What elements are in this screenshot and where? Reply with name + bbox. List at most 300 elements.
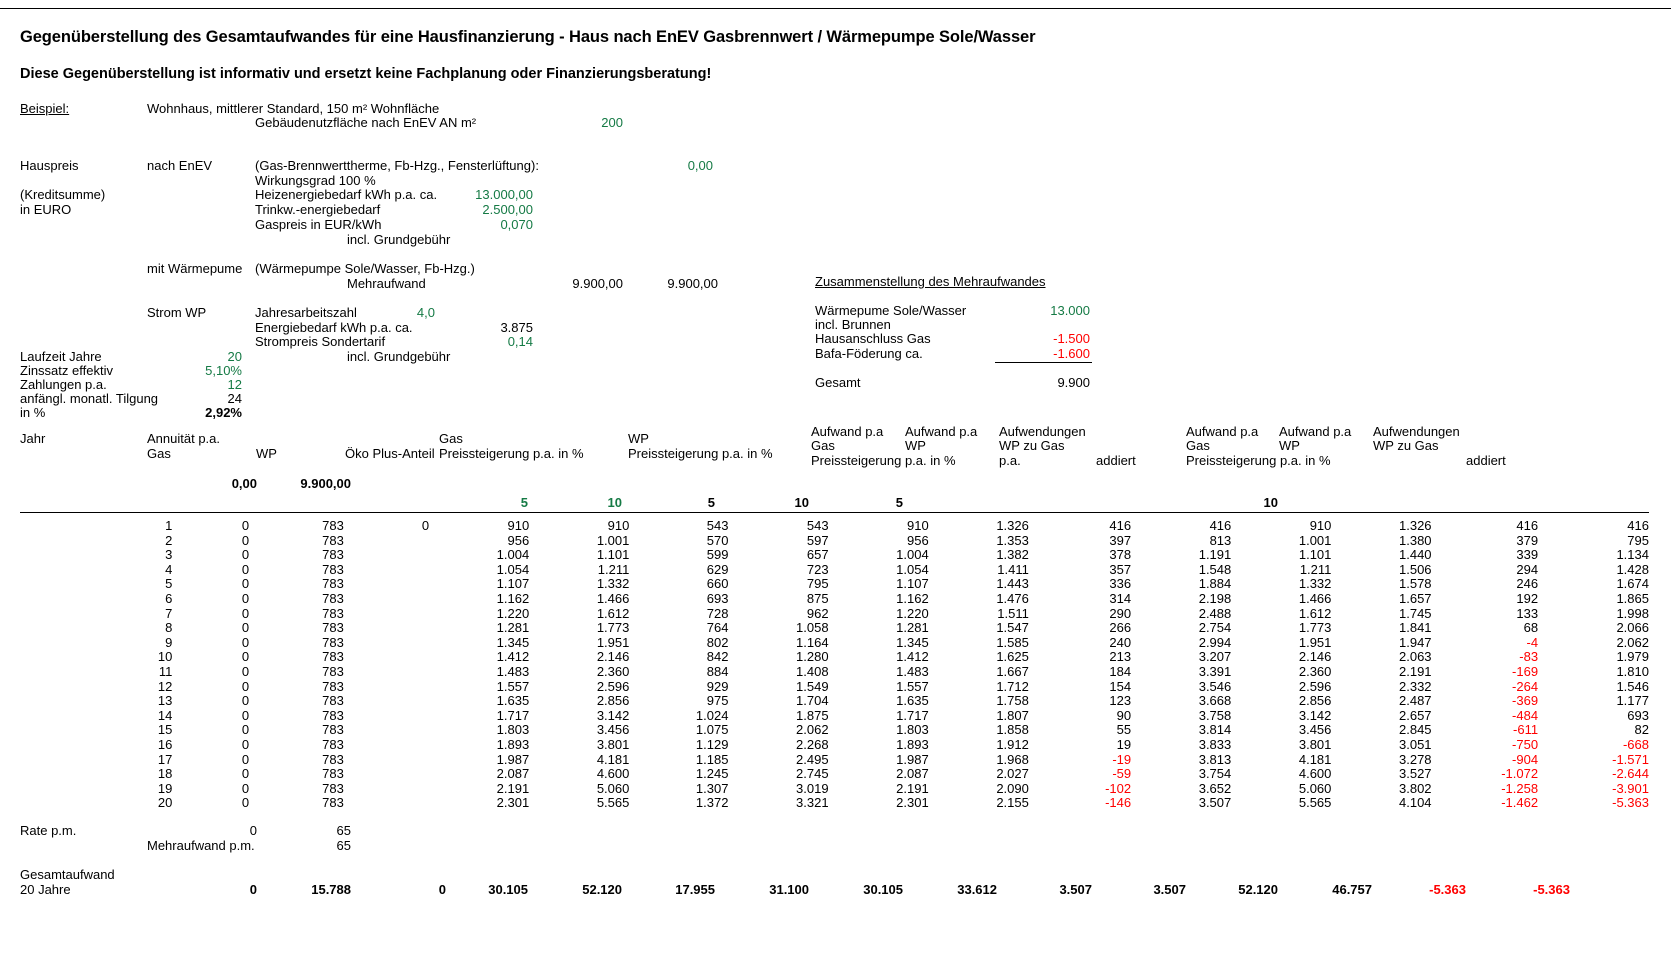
- cell-addiert-10-: 1.810: [1616, 663, 1649, 679]
- cell-wp-preissteigerung-10-: 2.495: [796, 751, 829, 767]
- total-wp-5: 17.955: [675, 882, 715, 897]
- table-row: [20, 519, 1649, 534]
- cell-gas-preissteigerung-10-: 2.596: [596, 678, 630, 694]
- example-line1: Wohnhaus, mittlerer Standard, 150 m² Wohnfläche: [147, 101, 440, 116]
- cell-wp-preissteigerung-10-: 3.019: [796, 780, 829, 796]
- cell-aufwendungen-wp-zu-gas-10-: -369: [1512, 693, 1539, 709]
- cell-annuit-t-wp: 783: [322, 532, 344, 548]
- header-aufwand-5-preissteigerung: Preissteigerung p.a. in %: [811, 453, 956, 468]
- cell-aufwand-p-a-wp-5-: 1.547: [996, 620, 1029, 636]
- cell-aufwendungen-wp-zu-gas-p-a-: 90: [1116, 707, 1132, 723]
- cell--ko-plus-anteil: [344, 694, 429, 709]
- table-row: [20, 796, 1649, 811]
- header-aufwand-gas-5: Aufwand p.a: [811, 424, 884, 439]
- cell-annuit-t-gas: 0: [241, 634, 250, 650]
- cell-aufwendungen-wp-zu-gas-10-: -611: [1513, 722, 1539, 738]
- cell-aufwendungen-wp-zu-gas-p-a-: -102: [1105, 780, 1132, 796]
- cell-wp-preissteigerung-10-: 723: [806, 561, 829, 577]
- cell-gas-preissteigerung-5-: 2.301: [496, 795, 530, 811]
- cell--ko-plus-anteil: [344, 563, 429, 578]
- cell-aufwendungen-wp-zu-gas-10-: 416: [1516, 518, 1539, 533]
- cell-annuit-t-gas: 0: [241, 766, 250, 782]
- zus-waermepumpe-value: 13.000: [1050, 303, 1090, 318]
- cell-aufwendungen-wp-zu-gas-10-: -264: [1512, 678, 1539, 694]
- mehraufwand-pm-label: Mehraufwand p.m.: [147, 838, 255, 853]
- top-border-rule: [0, 8, 1671, 9]
- cell-aufwand-p-a-wp-10-: 2.191: [1399, 663, 1432, 679]
- cell-gas-preissteigerung-5-: 910: [507, 518, 530, 533]
- cell-aufwendungen-wp-zu-gas-p-a-: 266: [1109, 620, 1132, 636]
- cell-wp-preissteigerung-5-: 660: [706, 576, 729, 592]
- cell-gas-preissteigerung-10-: 1.211: [597, 561, 630, 577]
- cell-aufwand-p-a-gas-5-: 1.345: [896, 634, 929, 650]
- header-annuitaet-gas: Gas: [147, 446, 171, 461]
- cell-annuit-t-wp: 783: [322, 620, 344, 636]
- cell-annuit-t-gas: 0: [241, 561, 250, 577]
- cell-aufwendungen-wp-zu-gas-p-a-: -19: [1112, 751, 1132, 767]
- cell-aufwand-p-a-wp-10-: 2.845: [1399, 722, 1432, 738]
- cell-aufwand-p-a-wp-5-: 1.968: [996, 751, 1029, 767]
- cell-wp-preissteigerung-10-: 2.062: [796, 722, 829, 738]
- cell-aufwand-p-a-wp-5-: 1.912: [996, 736, 1029, 752]
- cell-addiert-10-: 1.177: [1616, 693, 1649, 709]
- cell-aufwendungen-wp-zu-gas-p-a-: 213: [1109, 649, 1132, 665]
- cell-gas-preissteigerung-5-: 1.557: [496, 678, 530, 694]
- tilgung-prozent-label: in %: [20, 405, 46, 420]
- cell-annuit-t-gas: 0: [241, 576, 250, 592]
- header-aufwand-wp-10: Aufwand p.a: [1279, 424, 1352, 439]
- strompreis-value: 0,14: [507, 334, 533, 349]
- cell-gas-preissteigerung-5-: 1.412: [496, 649, 530, 665]
- header-oeko-plus: Öko Plus-Anteil: [345, 446, 435, 461]
- cell-aufwand-p-a-gas-5-: 956: [907, 532, 929, 548]
- header-aufwand-gas-10-sub: Gas: [1186, 438, 1210, 453]
- cell--ko-plus-anteil: [344, 548, 429, 563]
- cell-aufwendungen-wp-zu-gas-p-a-: 184: [1109, 663, 1132, 679]
- cell-aufwendungen-wp-zu-gas-10-: -169: [1512, 663, 1539, 679]
- cell-aufwendungen-wp-zu-gas-10-: 379: [1516, 532, 1539, 548]
- header-addiert-10: addiert: [1466, 453, 1506, 468]
- cell-wp-preissteigerung-5-: 842: [706, 649, 729, 665]
- cell-wp-preissteigerung-5-: 543: [706, 518, 729, 533]
- cell-aufwand-p-a-wp-10-: 1.947: [1399, 634, 1432, 650]
- header-addiert-5: addiert: [1096, 453, 1136, 468]
- cell-gas-preissteigerung-10-: 3.801: [596, 736, 630, 752]
- cell-aufwendungen-wp-zu-gas-p-a-: 240: [1109, 634, 1132, 650]
- header-annuitaet: Annuität p.a.: [147, 431, 220, 446]
- cell-aufwand-p-a-wp-5-: 1.443: [996, 576, 1029, 592]
- header-aufwand-wp-5: Aufwand p.a: [905, 424, 978, 439]
- cell-aufwendungen-wp-zu-gas-p-a-: 336: [1109, 576, 1132, 592]
- hauspreis-value: 0,00: [687, 158, 713, 173]
- cell-aufwand-p-a-gas-10-: 1.001: [1298, 532, 1332, 548]
- cell-aufwand-p-a-wp-10-: 3.802: [1399, 780, 1432, 796]
- cell-gas-preissteigerung-10-: 2.146: [596, 649, 630, 665]
- cell-aufwand-p-a-wp-10-: 1.506: [1399, 561, 1432, 577]
- total-addiert-10: -5.363: [1533, 882, 1570, 897]
- trinkwasser-label: Trinkw.-energiebedarf: [255, 202, 381, 217]
- cell-aufwand-p-a-wp-5-: 1.625: [996, 649, 1029, 665]
- kreditsumme-label: (Kreditsumme): [20, 187, 106, 202]
- cell-gas-preissteigerung-10-: 3.142: [596, 707, 630, 723]
- cell-annuit-t-gas: 0: [241, 620, 250, 636]
- laufzeit-label: Laufzeit Jahre: [20, 349, 102, 364]
- page-title: Gegenüberstellung des Gesamtaufwandes für eine Hausfinanzierung - Haus nach EnEV Gasbrennwert / Wärmepumpe Sole/Wasser: [20, 28, 1036, 46]
- cell-aufwand-p-a-gas-10-: 3.801: [1298, 736, 1332, 752]
- rate-pm-gas: 0: [249, 823, 257, 838]
- cell-aufwendungen-wp-zu-gas-p-a-: 55: [1116, 722, 1132, 738]
- gesamtaufwand-label: Gesamtaufwand: [20, 867, 115, 882]
- cell-aufwand-p-a-wp-10-: 3.278: [1399, 751, 1432, 767]
- cell-aufwand-p-a-wp-5-: 1.758: [996, 693, 1029, 709]
- cell--ko-plus-anteil: [344, 738, 429, 753]
- total-addiert-5: 3.507: [1153, 882, 1186, 897]
- cell-annuit-t-wp: 783: [322, 736, 344, 752]
- example-label: Beispiel:: [20, 101, 70, 116]
- total-gas-10: 52.120: [582, 882, 622, 897]
- cell-annuit-t-wp: 783: [322, 693, 344, 709]
- cell-aufwand-p-a-gas-5-: 1.893: [896, 736, 929, 752]
- cell-addiert: 3.507: [1198, 795, 1232, 811]
- table-body: [20, 519, 1649, 811]
- cell-gas-preissteigerung-10-: 2.856: [596, 693, 630, 709]
- cell-aufwand-p-a-gas-10-: 1.773: [1298, 620, 1332, 636]
- nach-enev-label: nach EnEV: [147, 158, 213, 173]
- cell-aufwand-p-a-gas-5-: 1.107: [896, 576, 929, 592]
- cell-annuit-t-gas: 0: [241, 590, 250, 606]
- header-gas-preissteigerung: Preissteigerung p.a. in %: [439, 446, 584, 461]
- cell--ko-plus-anteil: [344, 796, 429, 811]
- cell-addiert-10-: 693: [1627, 707, 1649, 723]
- header-annuitaet-wp: WP: [256, 446, 277, 461]
- cell-gas-preissteigerung-10-: 3.456: [596, 722, 630, 738]
- zinssatz-value: 5,10%: [205, 363, 242, 378]
- yearly-comparison-table: [20, 519, 1649, 811]
- cell-gas-preissteigerung-5-: 1.281: [496, 620, 530, 636]
- cell-addiert: 3.391: [1198, 663, 1232, 679]
- cell-gas-preissteigerung-5-: 1.635: [496, 693, 530, 709]
- mehraufwand-value-2: 9.900,00: [667, 276, 718, 291]
- total-aufwand-wp-10: 46.757: [1332, 882, 1372, 897]
- header-aufwendungen-5-pa: p.a.: [999, 453, 1021, 468]
- cell-wp-preissteigerung-5-: 975: [706, 693, 729, 709]
- cell-annuit-t-gas: 0: [241, 547, 250, 563]
- cell-aufwand-p-a-gas-10-: 4.181: [1298, 751, 1332, 767]
- cell-addiert: 3.833: [1198, 736, 1232, 752]
- cell-aufwand-p-a-wp-10-: 1.841: [1399, 620, 1432, 636]
- cell-addiert: 3.668: [1198, 693, 1232, 709]
- energiebedarf-wp-label: Energiebedarf kWh p.a. ca.: [255, 320, 413, 335]
- cell-aufwendungen-wp-zu-gas-p-a-: 416: [1109, 518, 1132, 533]
- cell-annuit-t-wp: 783: [322, 649, 344, 665]
- zusammenstellung-sum-rule: [995, 362, 1092, 363]
- cell-gas-preissteigerung-5-: 1.107: [496, 576, 530, 592]
- euro-label: in EURO: [20, 202, 72, 217]
- cell-gas-preissteigerung-5-: 1.987: [496, 751, 530, 767]
- cell-wp-preissteigerung-10-: 1.408: [796, 663, 829, 679]
- cell-addiert-10-: 2.066: [1616, 620, 1649, 636]
- cell-annuit-t-wp: 783: [322, 634, 344, 650]
- cell-wp-preissteigerung-5-: 728: [706, 605, 729, 621]
- cell-aufwand-p-a-wp-10-: 2.657: [1399, 707, 1432, 723]
- cell-annuit-t-wp: 783: [322, 678, 344, 694]
- cell-addiert-10-: 82: [1634, 722, 1649, 738]
- cell-gas-preissteigerung-10-: 5.060: [596, 780, 630, 796]
- cell--ko-plus-anteil: [344, 577, 429, 592]
- cell-annuit-t-gas: 0: [241, 518, 250, 533]
- heizenergiebedarf-value: 13.000,00: [475, 187, 533, 202]
- cell-jahr: 17: [157, 751, 173, 767]
- cell--ko-plus-anteil: [344, 650, 429, 665]
- cell-aufwand-p-a-gas-5-: 2.301: [896, 795, 929, 811]
- cell-aufwendungen-wp-zu-gas-p-a-: 378: [1109, 547, 1132, 563]
- cell-gas-preissteigerung-5-: 1.803: [496, 722, 530, 738]
- cell-aufwendungen-wp-zu-gas-10-: 339: [1516, 547, 1539, 563]
- cell-gas-preissteigerung-10-: 1.612: [596, 605, 630, 621]
- cell-wp-preissteigerung-10-: 875: [806, 590, 829, 606]
- cell-aufwand-p-a-gas-5-: 2.191: [896, 780, 929, 796]
- cell-aufwand-p-a-gas-10-: 910: [1309, 518, 1332, 533]
- cell-aufwand-p-a-gas-5-: 1.803: [896, 722, 929, 738]
- cell-aufwand-p-a-wp-5-: 2.090: [996, 780, 1029, 796]
- cell-aufwand-p-a-wp-5-: 1.585: [996, 634, 1029, 650]
- cell-aufwand-p-a-gas-10-: 1.101: [1298, 547, 1332, 563]
- cell-wp-preissteigerung-10-: 1.549: [796, 678, 829, 694]
- cell-aufwand-p-a-gas-5-: 2.087: [896, 766, 929, 782]
- header-wp-group: WP: [628, 431, 649, 446]
- heizenergiebedarf-label: Heizenergiebedarf kWh p.a. ca.: [255, 187, 438, 202]
- cell-annuit-t-wp: 783: [322, 780, 344, 796]
- cell-aufwand-p-a-gas-10-: 2.856: [1298, 693, 1332, 709]
- cell--ko-plus-anteil: [344, 534, 429, 549]
- cell-addiert-10-: -668: [1622, 736, 1649, 752]
- cell-aufwendungen-wp-zu-gas-10-: -4: [1526, 634, 1539, 650]
- cell-wp-preissteigerung-5-: 1.024: [695, 707, 729, 723]
- cell-aufwendungen-wp-zu-gas-10-: -750: [1512, 736, 1539, 752]
- cell-jahr: 10: [157, 649, 173, 665]
- cell-aufwand-p-a-gas-10-: 1.466: [1298, 590, 1332, 606]
- cell-aufwand-p-a-gas-10-: 1.332: [1298, 576, 1332, 592]
- cell-jahr: 11: [158, 663, 173, 679]
- cell-addiert: 1.548: [1198, 561, 1232, 577]
- zusammenstellung-title: Zusammenstellung des Mehraufwandes: [815, 274, 1046, 289]
- cell-aufwand-p-a-wp-5-: 1.411: [997, 561, 1029, 577]
- cell-addiert-10-: 1.546: [1616, 678, 1649, 694]
- cell-jahr: 15: [157, 722, 173, 738]
- cell-annuit-t-gas: 0: [241, 751, 250, 767]
- cell-jahr: 6: [165, 590, 173, 606]
- disclaimer-text: Diese Gegenüberstellung ist informativ und ersetzt keine Fachplanung oder Finanzierungsberatung!: [20, 66, 712, 82]
- cell-aufwendungen-wp-zu-gas-10-: -1.462: [1501, 795, 1539, 811]
- cell-jahr: 12: [157, 678, 173, 694]
- table-row: [20, 563, 1649, 578]
- cell-annuit-t-gas: 0: [241, 707, 250, 723]
- cell-aufwand-p-a-wp-10-: 4.104: [1399, 795, 1432, 811]
- cell-annuit-t-gas: 0: [241, 532, 250, 548]
- trinkwasser-value: 2.500,00: [482, 202, 533, 217]
- cell-aufwand-p-a-gas-10-: 3.456: [1298, 722, 1332, 738]
- cell-aufwand-p-a-wp-10-: 2.063: [1399, 649, 1432, 665]
- total-aufwand-gas-5: 30.105: [863, 882, 903, 897]
- cell-wp-preissteigerung-10-: 543: [806, 518, 829, 533]
- zus-hausanschluss-value: -1.500: [1053, 331, 1090, 346]
- header-gas-group: Gas: [439, 431, 463, 446]
- total-wp-10: 31.100: [769, 882, 809, 897]
- cell-aufwendungen-wp-zu-gas-10-: 192: [1516, 590, 1539, 606]
- cell-aufwand-p-a-gas-5-: 1.987: [896, 751, 929, 767]
- cell-gas-preissteigerung-5-: 1.004: [496, 547, 530, 563]
- table-row: [20, 709, 1649, 724]
- cell-addiert-10-: 1.134: [1616, 547, 1649, 563]
- cell--ko-plus-anteil: [344, 723, 429, 738]
- cell-aufwand-p-a-gas-10-: 1.612: [1298, 605, 1332, 621]
- cell-addiert: 3.813: [1198, 751, 1232, 767]
- zus-brunnen-label: incl. Brunnen: [815, 317, 891, 332]
- cell-aufwand-p-a-gas-5-: 1.004: [896, 547, 929, 563]
- wirkungsgrad-label: Wirkungsgrad 100 %: [255, 173, 376, 188]
- cell-aufwand-p-a-gas-10-: 2.146: [1298, 649, 1332, 665]
- cell-aufwand-p-a-gas-10-: 2.596: [1298, 678, 1332, 694]
- cell-wp-preissteigerung-10-: 1.875: [796, 707, 829, 723]
- cell--ko-plus-anteil: [344, 753, 429, 768]
- cell--ko-plus-anteil: [344, 665, 429, 680]
- table-row: [20, 592, 1649, 607]
- cell-addiert-10-: 1.865: [1616, 590, 1649, 606]
- cell-aufwand-p-a-wp-10-: 1.440: [1399, 547, 1432, 563]
- cell-addiert-10-: -1.571: [1612, 751, 1649, 767]
- cell-wp-preissteigerung-5-: 599: [706, 547, 729, 563]
- cell-aufwand-p-a-gas-5-: 1.412: [896, 649, 929, 665]
- zus-waermepumpe-label: Wärmepume Sole/Wasser: [815, 303, 967, 318]
- header-aufwendungen-5-sub: WP zu Gas: [999, 438, 1065, 453]
- cell-aufwand-p-a-wp-5-: 2.155: [996, 795, 1029, 811]
- cell-annuit-t-wp: 783: [322, 722, 344, 738]
- cell-aufwendungen-wp-zu-gas-10-: 133: [1516, 605, 1539, 621]
- grundgebuehr-gas-note: incl. Grundgebühr: [347, 232, 451, 247]
- subvalue-gas-start: 0,00: [231, 476, 257, 491]
- cell-gas-preissteigerung-10-: 5.565: [596, 795, 630, 811]
- tilgung-label: anfängl. monatl. Tilgung: [20, 391, 159, 406]
- percent-gas-5: 5: [520, 495, 528, 510]
- strom-wp-label: Strom WP: [147, 305, 207, 320]
- cell-aufwendungen-wp-zu-gas-p-a-: 19: [1116, 736, 1132, 752]
- cell-jahr: 8: [165, 620, 173, 636]
- total-annuitaet-wp: 15.788: [311, 882, 351, 897]
- gaspreis-label: Gaspreis in EUR/kWh: [255, 217, 382, 232]
- grundgebuehr-strom-note: incl. Grundgebühr: [347, 349, 451, 364]
- cell-aufwand-p-a-gas-10-: 1.951: [1298, 634, 1332, 650]
- cell-gas-preissteigerung-5-: 1.345: [496, 634, 530, 650]
- header-aufwand-gas-10: Aufwand p.a: [1186, 424, 1259, 439]
- cell-gas-preissteigerung-5-: 1.717: [496, 707, 530, 723]
- table-row: [20, 577, 1649, 592]
- cell-addiert: 3.207: [1198, 649, 1232, 665]
- percent-gas-10: 10: [607, 495, 622, 510]
- cell-wp-preissteigerung-5-: 1.185: [695, 751, 729, 767]
- cell-aufwendungen-wp-zu-gas-p-a-: 123: [1109, 693, 1132, 709]
- cell-wp-preissteigerung-10-: 2.268: [796, 736, 829, 752]
- cell-aufwand-p-a-wp-10-: 1.578: [1399, 576, 1432, 592]
- cell-gas-preissteigerung-10-: 2.360: [596, 663, 630, 679]
- table-row: [20, 782, 1649, 797]
- cell-wp-preissteigerung-5-: 1.372: [695, 795, 729, 811]
- cell-aufwand-p-a-gas-5-: 1.054: [896, 561, 929, 577]
- waermepumpe-label: mit Wärmepume: [147, 261, 243, 276]
- table-row: [20, 665, 1649, 680]
- cell-wp-preissteigerung-10-: 1.164: [796, 634, 829, 650]
- tilgung-value: 24: [227, 391, 242, 406]
- cell--ko-plus-anteil: [344, 680, 429, 695]
- cell-addiert-10-: 1.979: [1616, 649, 1649, 665]
- cell-annuit-t-wp: 783: [322, 561, 344, 577]
- cell-aufwendungen-wp-zu-gas-10-: -1.072: [1501, 766, 1539, 782]
- cell-annuit-t-wp: 783: [322, 576, 344, 592]
- table-row: [20, 548, 1649, 563]
- cell-addiert: 2.488: [1198, 605, 1232, 621]
- cell-aufwand-p-a-wp-5-: 1.353: [996, 532, 1029, 548]
- cell-annuit-t-wp: 783: [322, 590, 344, 606]
- percent-wp-5: 5: [707, 495, 715, 510]
- total-aufwendungen-5: 3.507: [1059, 882, 1092, 897]
- table-row: [20, 650, 1649, 665]
- table-row: [20, 694, 1649, 709]
- percent-aufwand-5: 5: [895, 495, 903, 510]
- header-jahr: Jahr: [20, 431, 46, 446]
- header-wp-preissteigerung: Preissteigerung p.a. in %: [628, 446, 773, 461]
- cell-addiert-10-: -5.363: [1612, 795, 1649, 811]
- cell-annuit-t-wp: 783: [322, 795, 344, 811]
- cell-aufwendungen-wp-zu-gas-p-a-: 290: [1109, 605, 1132, 621]
- cell-gas-preissteigerung-5-: 1.054: [496, 561, 530, 577]
- cell-wp-preissteigerung-10-: 657: [806, 547, 829, 563]
- header-aufwendungen-10-sub: WP zu Gas: [1373, 438, 1439, 453]
- cell-aufwand-p-a-gas-5-: 1.557: [896, 678, 929, 694]
- table-row: [20, 607, 1649, 622]
- strompreis-label: Strompreis Sondertarif: [255, 334, 386, 349]
- zus-bafa-value: -1.600: [1053, 346, 1090, 361]
- cell-wp-preissteigerung-10-: 962: [806, 605, 829, 621]
- cell-aufwand-p-a-wp-5-: 1.382: [996, 547, 1029, 563]
- cell-aufwand-p-a-gas-10-: 5.565: [1298, 795, 1332, 811]
- cell-addiert-10-: -3.901: [1612, 780, 1649, 796]
- cell-gas-preissteigerung-5-: 1.162: [496, 590, 530, 606]
- cell-aufwand-p-a-gas-10-: 3.142: [1298, 707, 1332, 723]
- cell-aufwand-p-a-wp-10-: 1.326: [1399, 518, 1432, 533]
- cell-addiert-10-: 1.998: [1616, 605, 1649, 621]
- cell-wp-preissteigerung-10-: 3.321: [796, 795, 829, 811]
- cell-wp-preissteigerung-5-: 884: [706, 663, 729, 679]
- cell-wp-preissteigerung-5-: 1.245: [695, 766, 729, 782]
- cell-wp-preissteigerung-5-: 570: [706, 532, 729, 548]
- cell-aufwendungen-wp-zu-gas-10-: -484: [1512, 707, 1539, 723]
- cell--ko-plus-anteil: [344, 621, 429, 636]
- cell-addiert-10-: 1.428: [1616, 561, 1649, 577]
- cell-aufwand-p-a-gas-10-: 4.600: [1298, 766, 1332, 782]
- cell-jahr: 20: [157, 795, 173, 811]
- zus-gesamt-value: 9.900: [1057, 375, 1090, 390]
- cell-jahr: 9: [165, 634, 173, 650]
- cell-aufwand-p-a-gas-5-: 1.483: [896, 663, 929, 679]
- cell-aufwand-p-a-gas-5-: 1.635: [896, 693, 929, 709]
- cell-jahr: 18: [157, 766, 173, 782]
- gaspreis-value: 0,070: [500, 217, 533, 232]
- cell-jahr: 2: [165, 532, 173, 548]
- cell-addiert: 416: [1209, 518, 1232, 533]
- cell-gas-preissteigerung-10-: 1.332: [596, 576, 630, 592]
- example-line2-label: Gebäudenutzfläche nach EnEV AN m²: [255, 115, 477, 130]
- cell-annuit-t-gas: 0: [241, 678, 250, 694]
- table-row: [20, 753, 1649, 768]
